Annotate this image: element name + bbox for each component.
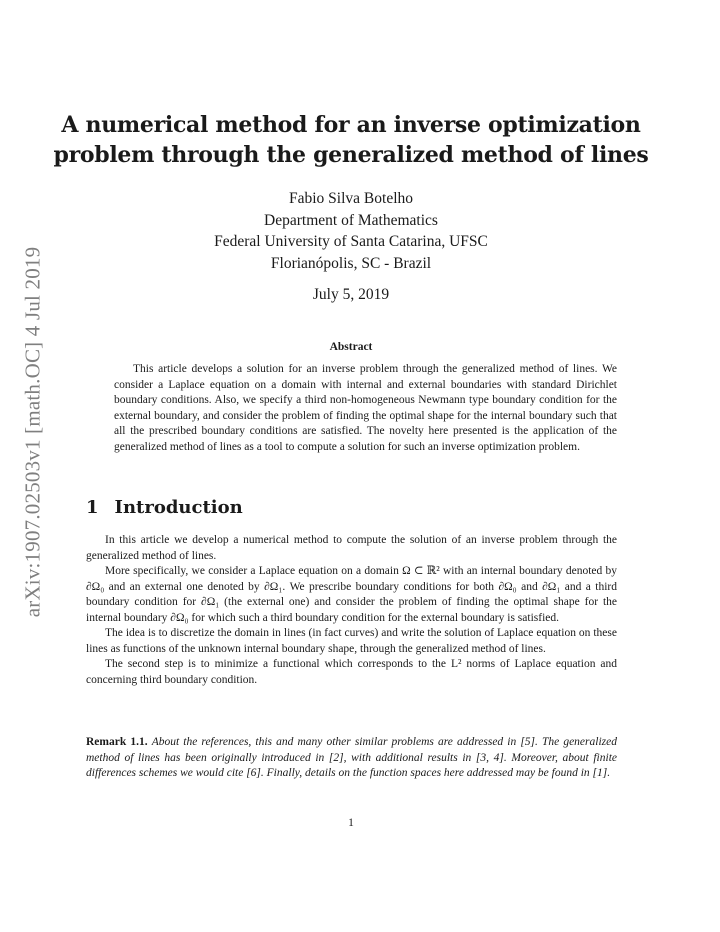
introduction-body <box>86 533 617 688</box>
paragraph: In this article we develop a numerical method to compute the solution of an inverse problem through the generalized method of lines. <box>86 534 617 562</box>
section-number: 1 <box>86 497 99 518</box>
abstract-text: This article develops a solution for an inverse problem through the generalized method of lines. We consider a Laplace equation on a domain with internal and external boundaries with standard Dirichlet boundary conditions. Also, we specify a third non-homogeneous Newmann type boundary condition for the external boundary, and consider the problem of finding the optimal shape for the internal boundary such that all the prescribed boundary conditions are satisfied. The novelty here presented is the application of the generalized method of lines as a tool to compute a solution for such an inverse optimization problem. <box>114 363 617 453</box>
remark-block <box>86 735 617 782</box>
author-block <box>100 188 602 274</box>
author-university: Federal University of Santa Catarina, UFSC <box>214 233 488 250</box>
paragraph: More specifically, we consider a Laplace equation on a domain Ω ⊂ ℝ² with an internal boundary denoted by ∂Ω₀ and an external one denoted by ∂Ω₁. We prescribe boundary conditions for both ∂Ω₀ and ∂Ω₁ and a third boundary condition for ∂Ω₁ (the external one) and consider the problem of finding the optimal shape for the internal boundary ∂Ω₀ for which such a third boundary condition for the external boundary is satisfied. <box>86 565 617 624</box>
section-title: Introduction <box>114 497 243 518</box>
paper-title-line-2: problem through the generalized method of lines <box>53 142 649 168</box>
paragraph: The idea is to discretize the domain in lines (in fact curves) and write the solution of Laplace equation on these lines as functions of the unknown internal boundary shape, through the generalized method of lines. <box>86 627 617 655</box>
author-name: Fabio Silva Botelho <box>289 190 413 207</box>
arxiv-identifier-stamp <box>18 222 48 642</box>
author-department: Department of Mathematics <box>264 211 438 229</box>
author-location: Florianópolis, SC - Brazil <box>270 254 432 272</box>
section-heading <box>86 497 243 518</box>
arxiv-identifier-text: arXiv:1907.02503v1 [math.OC] 4 Jul 2019 <box>20 246 45 618</box>
paragraph: The second step is to minimize a functional which corresponds to the L² norms of Laplace equation and concerning third boundary condition. <box>86 658 617 686</box>
paper-date: July 5, 2019 <box>312 286 390 303</box>
page-number: 1 <box>348 817 354 829</box>
remark-label: Remark 1.1. <box>86 736 148 748</box>
paper-title-line-1: A numerical method for an inverse optimization <box>61 112 641 138</box>
remark-text: About the references, this and many other similar problems are addressed in [5]. The generalized method of lines has been originally introduced in [2], with additional results in [3, 4]. Moreover, about finite differences schemes we would cite [6]. Finally, details on the function spaces here addressed may be found in [1]. <box>86 736 617 779</box>
paper-title <box>40 110 662 170</box>
abstract-heading: Abstract <box>329 341 373 353</box>
